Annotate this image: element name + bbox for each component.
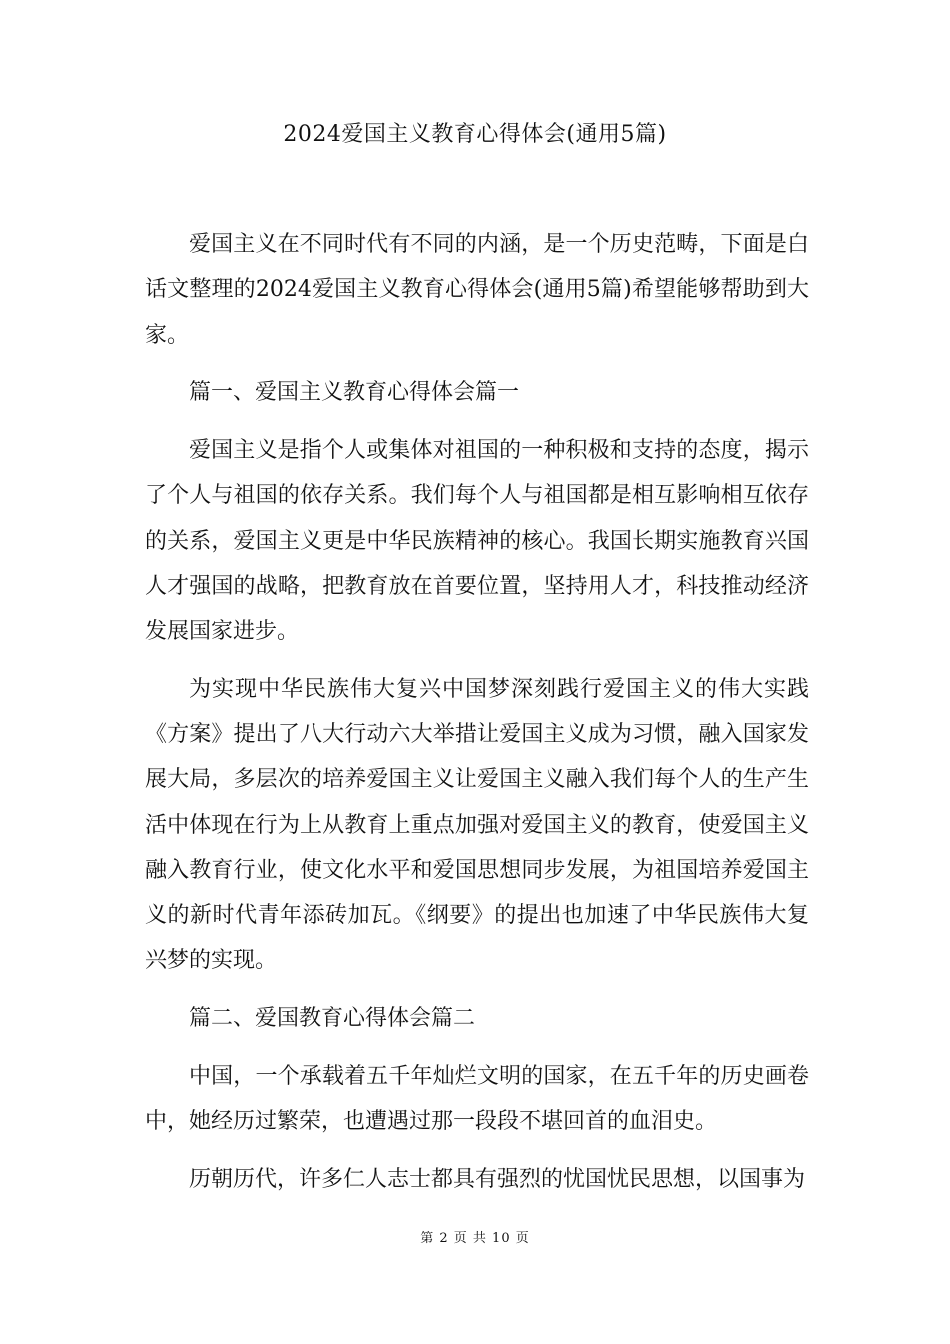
section-heading-1: 篇一、爱国主义教育心得体会篇一 [189, 379, 520, 405]
document-body [145, 222, 809, 1214]
body-paragraph: 为实现中华民族伟大复兴中国梦深刻践行爱国主义的伟大实践《方案》提出了八大行动六大举措让爱国主义成为习惯，融入国家发展大局，多层次的培养爱国主义让爱国主义融入我们每个人的生产生活中体现在行为上从教育上重点加强对爱国主义的教育，使爱国主义融入教育行业，使文化水平和爱国思想同步发展，为祖国培养爱国主义的新时代青年添砖加瓦。《纲要》的提出也加速了中华民族伟大复兴梦的实现。 [145, 676, 809, 974]
page-number-footer: 第 2 页 共 10 页 [420, 1231, 530, 1246]
body-paragraph: 历朝历代，许多仁人志士都具有强烈的忧国忧民思想，以国事为 [189, 1166, 806, 1192]
intro-paragraph: 爱国主义在不同时代有不同的内涵，是一个历史范畴，下面是白话文整理的2024爱国主义教育心得体会(通用5篇)希望能够帮助到大家。 [145, 232, 809, 348]
body-paragraph: 中国，一个承载着五千年灿烂文明的国家，在五千年的历史画卷中，她经历过繁荣，也遭遇过那一段段不堪回首的血泪史。 [145, 1064, 809, 1135]
document-title: 2024爱国主义教育心得体会(通用5篇) [283, 122, 667, 147]
section-heading-2: 篇二、爱国教育心得体会篇二 [189, 1005, 476, 1031]
body-paragraph: 爱国主义是指个人或集体对祖国的一种积极和支持的态度，揭示了个人与祖国的依存关系。我们每个人与祖国都是相互影响相互依存的关系，爱国主义更是中华民族精神的核心。我国长期实施教育兴国人才强国的战略，把教育放在首要位置，坚持用人才，科技推动经济发展国家进步。 [145, 438, 809, 645]
